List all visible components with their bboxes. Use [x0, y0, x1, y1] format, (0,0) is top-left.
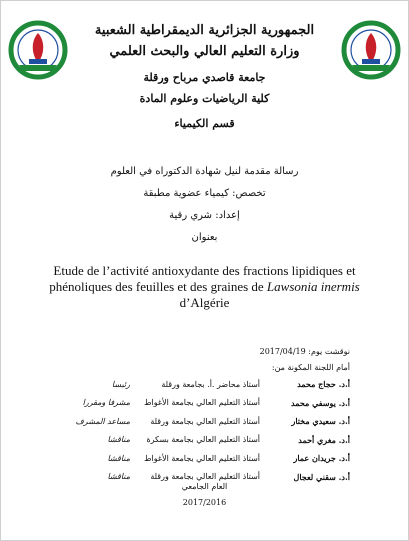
thesis-title-label: بعنوان: [191, 232, 218, 243]
jury-member-rank: أستاذ التعليم العالي بجامعة الأغواط: [144, 453, 260, 463]
university-logo-left: [7, 19, 69, 81]
thesis-title-part2: d’Algérie: [179, 295, 230, 310]
jury-member-role: مناقشا: [107, 435, 130, 445]
jury-row: [59, 412, 350, 431]
jury-member-role: مناقشا: [107, 453, 130, 463]
jury-member-rank: أستاذ التعليم العالي بجامعة ورقلة: [150, 472, 260, 482]
jury-member-rank: أستاذ التعليم العالي بجامعة ورقلة: [150, 416, 260, 426]
jury-row: [59, 431, 350, 450]
academic-year-label: العام الجامعي: [181, 482, 228, 491]
thesis-title-species: Lawsonia inermis: [266, 279, 360, 294]
academic-year: [1, 479, 408, 511]
defense-date: نوقشت يوم: 2017/04/19: [259, 347, 350, 356]
university-emblem-icon: [7, 19, 69, 81]
department-name: قسم الكيمياء: [174, 117, 235, 130]
university-emblem-icon: [340, 19, 402, 81]
jury-member-name: أ.د. حجاج محمد: [297, 379, 350, 390]
jury-member-name: أ.د. مغري أحمد: [298, 434, 350, 445]
jury-member-rank: أستاذ محاضر .أ. بجامعة ورقلة: [161, 379, 260, 389]
jury-table: [59, 375, 350, 486]
jury-row: [59, 394, 350, 413]
jury-member-role: مساعد المشرف: [75, 416, 130, 426]
jury-member-name: أ.د. سقني لعجال: [293, 471, 350, 482]
thesis-info: [41, 161, 368, 249]
thesis-title-part1: Etude de l’activité antioxydante des fractions lipidiques et phénoliques des feuilles et des graines de: [49, 263, 356, 294]
institution-header: [71, 21, 338, 135]
jury-label: أمام اللجنة المكونة من:: [271, 363, 350, 372]
jury-member-name: أ.د. جريدان عمار: [293, 453, 350, 464]
thesis-author: إعداد: شري رقية: [169, 210, 240, 221]
jury-member-rank: أستاذ التعليم العالي بجامعة بسكرة: [146, 435, 260, 445]
jury-member-rank: أستاذ التعليم العالي بجامعة الأغواط: [144, 398, 260, 408]
jury-row: [59, 375, 350, 394]
jury-member-role: مشرفا ومقررا: [82, 398, 130, 408]
university-name: جامعة قاصدي مرباح ورقلة: [143, 71, 266, 84]
jury-member-name: أ.د. سعيدي مختار: [291, 416, 350, 427]
thesis-purpose: رسالة مقدمة لنيل شهادة الدكتوراه في العلوم: [110, 166, 299, 177]
thesis-specialty: تخصص: كيمياء عضوية مطبقة: [143, 188, 266, 199]
republic-name: الجمهورية الجزائرية الديمقراطية الشعبية: [94, 23, 315, 38]
university-logo-right: [340, 19, 402, 81]
jury-member-name: أ.د. يوسفي محمد: [291, 397, 350, 408]
academic-year-value: 2017/2016: [182, 498, 227, 507]
thesis-title: [21, 263, 388, 311]
jury-member-role: رئيسا: [111, 379, 130, 389]
ministry-name: وزارة التعليم العالي والبحث العلمي: [109, 44, 300, 59]
faculty-name: كلية الرياضيات وعلوم المادة: [139, 92, 270, 105]
jury-row: [59, 449, 350, 468]
jury-member-role: مناقشا: [107, 472, 130, 482]
